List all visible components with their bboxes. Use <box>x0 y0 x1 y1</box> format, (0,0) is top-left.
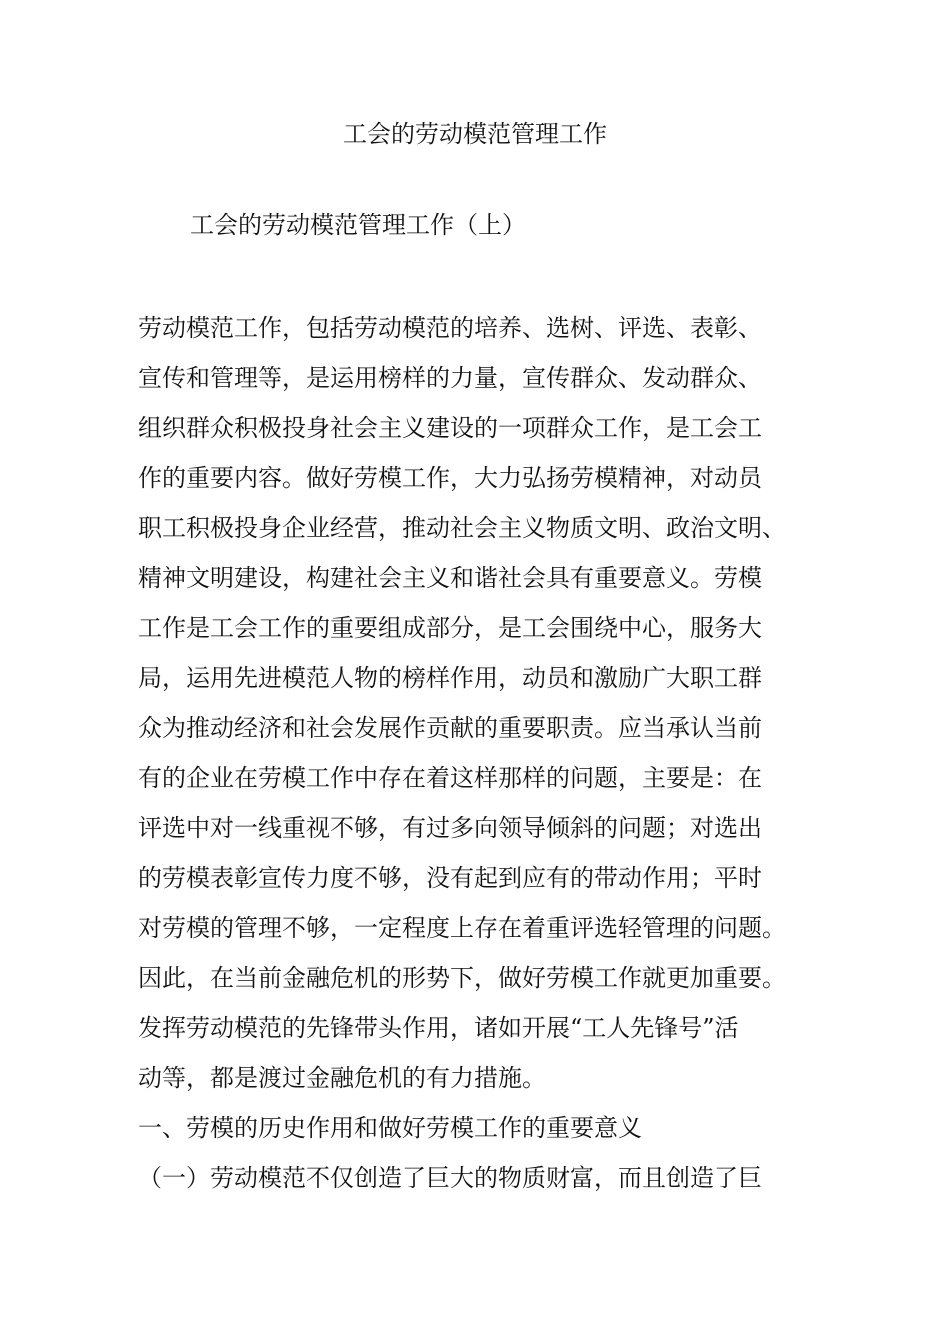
intro-paragraph <box>138 303 828 1103</box>
paragraph-line: 的劳模表彰宣传力度不够，没有起到应有的带动作用；平时 <box>138 864 762 892</box>
paragraph-line: 作的重要内容。做好劳模工作，大力弘扬劳模精神，对动员 <box>138 464 762 492</box>
paragraph-line: 因此，在当前金融危机的形势下，做好劳模工作就更加重要。 <box>138 964 786 992</box>
paragraph-line: 评选中对一线重视不够，有过多向领导倾斜的问题；对选出 <box>138 814 762 842</box>
paragraph-line: 局，运用先进模范人物的榜样作用，动员和激励广大职工群 <box>138 664 762 692</box>
section-heading: 一、劳模的历史作用和做好劳模工作的重要意义 <box>138 1114 642 1142</box>
paragraph-line: 组织群众积极投身社会主义建设的一项群众工作，是工会工 <box>138 414 762 442</box>
paragraph-line: 有的企业在劳模工作中存在着这样那样的问题，主要是：在 <box>138 764 762 792</box>
paragraph-line: 众为推动经济和社会发展作贡献的重要职责。应当承认当前 <box>138 714 762 742</box>
subsection-line: （一）劳动模范不仅创造了巨大的物质财富，而且创造了巨 <box>138 1164 762 1192</box>
paragraph-line: 工作是工会工作的重要组成部分，是工会围绕中心，服务大 <box>138 614 762 642</box>
paragraph-line: 发挥劳动模范的先锋带头作用，诸如开展“工人先锋号”活 <box>138 1014 739 1042</box>
paragraph-line: 职工积极投身企业经营，推动社会主义物质文明、政治文明、 <box>138 514 786 542</box>
document-title: 工会的劳动模范管理工作 <box>343 120 607 148</box>
paragraph-line: 劳动模范工作，包括劳动模范的培养、选树、评选、表彰、 <box>138 314 762 342</box>
document-subtitle: 工会的劳动模范管理工作（上） <box>190 211 526 239</box>
paragraph-line: 精神文明建设，构建社会主义和谐社会具有重要意义。劳模 <box>138 564 762 592</box>
paragraph-line: 动等，都是渡过金融危机的有力措施。 <box>138 1064 546 1092</box>
paragraph-line: 对劳模的管理不够，一定程度上存在着重评选轻管理的问题。 <box>138 914 786 942</box>
body-text <box>138 303 828 1203</box>
paragraph-line: 宣传和管理等，是运用榜样的力量，宣传群众、发动群众、 <box>138 364 762 392</box>
